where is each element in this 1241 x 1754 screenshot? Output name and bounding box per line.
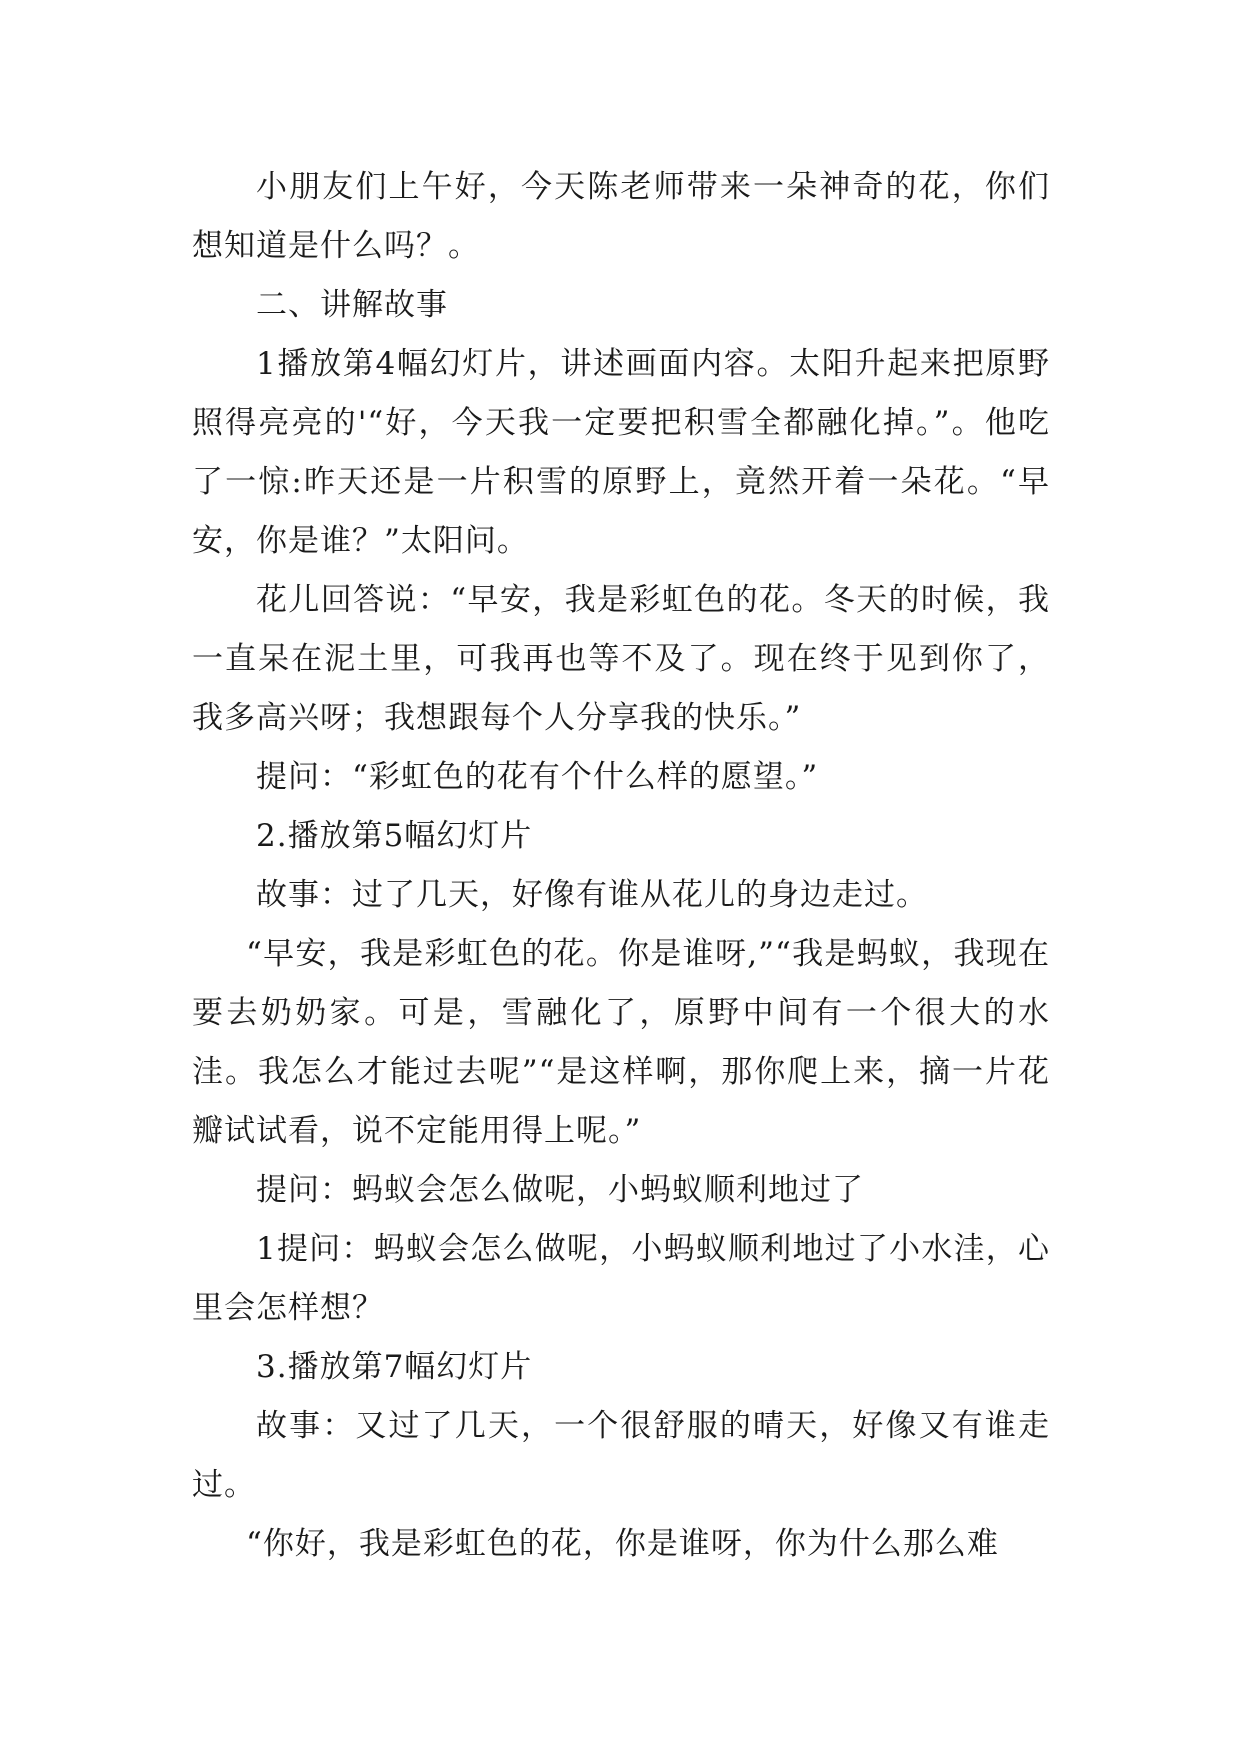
paragraph-slide-4: 1播放第4幅幻灯片，讲述画面内容。太阳升起来把原野照得亮亮的'“好，今天我一定要把积雪全都融化掉。”。他吃了一惊:昨天还是一片积雪的原野上，竟然开着一朵花。“早安，你是谁？”太阳问。 bbox=[192, 346, 1050, 559]
paragraph-ant-dialogue: “早安，我是彩虹色的花。你是谁呀,”“我是蚂蚁，我现在要去奶奶家。可是，雪融化了，原野中间有一个很大的水洼。我怎么才能过去呢”“是这样啊，那你爬上来，摘一片花瓣试试看，说不定能用得上呢。” bbox=[192, 936, 1050, 1149]
paragraph-flower-reply: 花儿回答说：“早安，我是彩虹色的花。冬天的时候，我一直呆在泥土里，可我再也等不及了。现在终于见到你了，我多高兴呀；我想跟每个人分享我的快乐。” bbox=[192, 582, 1050, 736]
paragraph-slide-7: 3.播放第7幅幻灯片 bbox=[256, 1349, 533, 1385]
paragraph-question-wish: 提问：“彩虹色的花有个什么样的愿望。” bbox=[256, 759, 819, 795]
paragraph-question-ant: 提问：蚂蚁会怎么做呢，小蚂蚁顺利地过了 bbox=[256, 1172, 864, 1208]
paragraph-story-passing: 故事：过了几天，好像有谁从花儿的身边走过。 bbox=[256, 877, 928, 913]
paragraph-question-ant-full: 1提问：蚂蚁会怎么做呢，小蚂蚁顺利地过了小水洼，心里会怎样想？ bbox=[192, 1231, 1050, 1326]
paragraph-slide-5: 2.播放第5幅幻灯片 bbox=[256, 818, 533, 854]
paragraph-story-sunny-day: 故事：又过了几天，一个很舒服的晴天，好像又有谁走过。 bbox=[192, 1408, 1050, 1503]
section-heading-story: 二、讲解故事 bbox=[256, 287, 448, 323]
paragraph-greeting-dialogue: “你好，我是彩虹色的花，你是谁呀，你为什么那么难 bbox=[246, 1526, 999, 1562]
paragraph-greeting: 小朋友们上午好，今天陈老师带来一朵神奇的花，你们想知道是什么吗？。 bbox=[192, 169, 1050, 264]
document-body bbox=[192, 158, 1050, 1574]
